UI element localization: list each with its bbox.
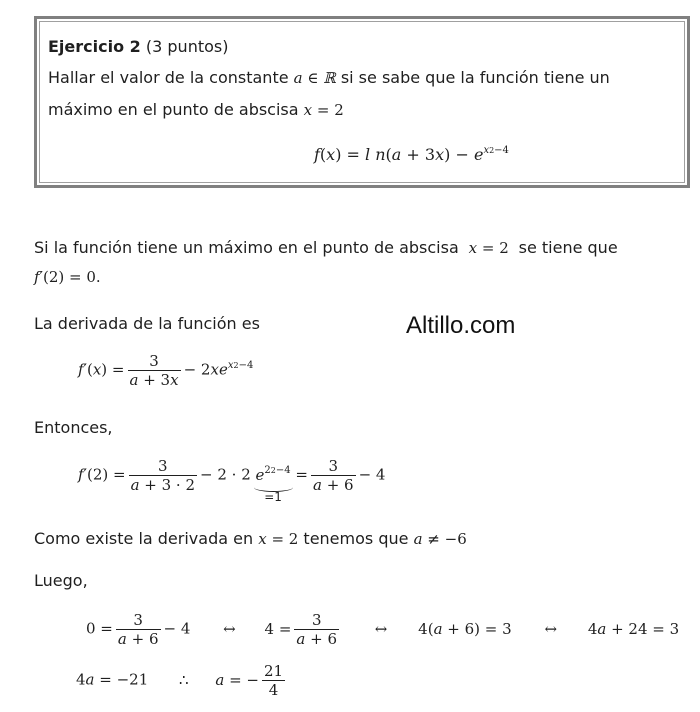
function-definition: f(x) = l $n(a + 3x) - e^{x2-4}$ [314,145,509,164]
derivative-at-2: f′(2) = $\frac{3}{a + 3 \cdot 2}$ − 2 · 2 $e^{22-4}$ =1 = $\frac{3}{a + 6}$ − 4 [78,457,386,504]
solution-text: se tiene que [518,238,618,257]
math-fprime-2-eq-0: f′(2) = 0. [34,268,101,286]
math-x-eq-2: x = 2 [468,239,514,257]
exercise-points: (3 puntos) [145,37,229,56]
underbrace-term: $e^{22-4}$ =1 [255,464,291,504]
math-x-eq-2: x = 2 [258,530,299,548]
math-a-neq-minus6: a ≠ −6 [413,530,467,548]
math-a-in-R: a ∈ ℝ [293,69,336,87]
underbrace-label: =1 [264,489,282,504]
watermark: Altillo.com [406,312,516,339]
equation-chain: 0 = $\frac{3}{a + 6}$ − 4 ↔ 4 = $\frac{3}{a + 6}$ ↔ 4(a + 6) = 3 ↔ 4a + 24 = 3 [86,611,680,648]
final-result: 4a = −21 ∴ a = − $\frac{21}{4}$ [76,662,284,699]
derivative-formula: f′(x) = $\frac{3}{a + 3x}$ − $2xe^{x2-4}$ [78,352,254,389]
exercise-statement-line1 [48,68,610,87]
exercise-heading [48,37,228,56]
exercise-title: Ejercicio 2 [48,37,141,56]
solution-text: Como existe la derivada en [34,529,254,548]
statement-text: si se sabe que la función tiene un [340,68,610,87]
statement-text: Hallar el valor de la constante [48,68,289,87]
entonces-label: Entonces, [34,418,113,437]
statement-text: máximo en el punto de abscisa [48,100,299,119]
derivative-intro: La derivada de la función es [34,314,260,333]
solution-text: Si la función tiene un máximo en el punto de abscisa [34,238,459,257]
existence-line [34,529,467,548]
exercise-statement-line2 [48,100,344,119]
solution-text: tenemos que [303,529,409,548]
luego-label: Luego, [34,571,88,590]
solution-paragraph-1 [34,238,618,257]
math-x-eq-2: x = 2 [303,101,344,119]
